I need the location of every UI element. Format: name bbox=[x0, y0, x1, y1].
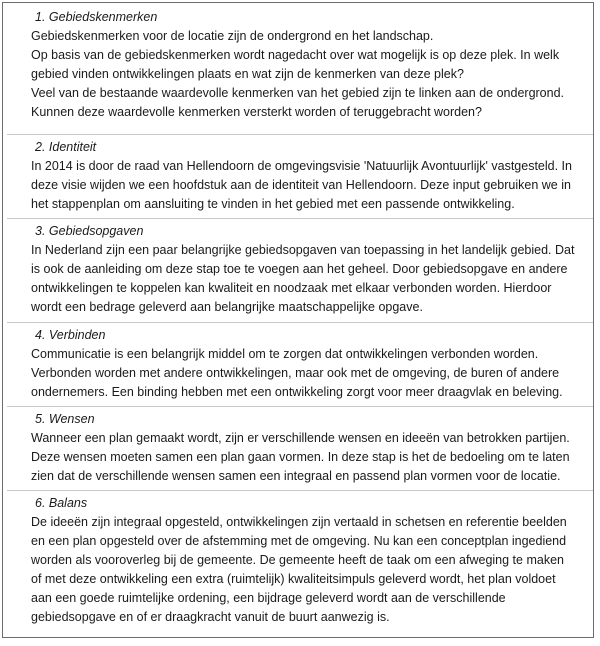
body-line: In Nederland zijn een paar belangrijke gebiedsopgaven van toepassing in het landelijk gebied. Dat bbox=[31, 243, 575, 257]
body-line: Wanneer een plan gemaakt wordt, zijn er verschillende wensen en ideeën van betrokken partijen. bbox=[31, 431, 570, 445]
section-heading: 5. Wensen bbox=[35, 412, 95, 426]
body-line: ondernemers. Een binding hebben met een ontwikkeling zorgt voor meer draagvlak en beleving. bbox=[31, 385, 563, 399]
body-line: Gebiedskenmerken voor de locatie zijn de ondergrond en het landschap. bbox=[31, 29, 434, 43]
body-line: Deze wensen moeten samen een plan gaan vormen. In deze stap is het de bedoeling om te laten bbox=[31, 450, 570, 464]
body-line: Verbonden worden met andere ontwikkelingen, maar ook met de omgeving, de buren of andere bbox=[31, 366, 560, 380]
body-line: zien dat de verschillende wensen samen een integraal en passend plan vormen voor de locatie. bbox=[31, 469, 561, 483]
body-line: of met deze ontwikkeling een extra (ruimtelijk) kwaliteitsimpuls geleverd wordt, het plan voldoet bbox=[31, 572, 556, 586]
body-line: De ideeën zijn integraal opgesteld, ontwikkelingen zijn vertaald in schetsen en referentie beelden bbox=[31, 515, 567, 529]
body-line: gebiedsopgave en of er draagkracht vanuit de buurt aanwezig is. bbox=[31, 610, 390, 624]
section-identiteit bbox=[7, 137, 593, 219]
body-line: Veel van de bestaande waardevolle kenmerken van het gebied zijn te linken aan de ondergrond. bbox=[31, 86, 565, 100]
section-verbinden bbox=[7, 325, 593, 407]
body-line: deze visie wijden we een hoofdstuk aan de identiteit van Hellendoorn. Deze input gebruiken we in bbox=[31, 178, 571, 192]
body-line: en een plan opgesteld over de afstemming met de omgeving. Nu kan een conceptplan ingediend bbox=[31, 534, 567, 548]
body-line: worden als vooroverleg bij de gemeente. De gemeente heeft de taak om een afweging te maken bbox=[31, 553, 564, 567]
body-line: In 2014 is door de raad van Hellendoorn de omgevingsvisie 'Natuurlijk Avontuurlijk' vastgesteld. In bbox=[31, 159, 572, 173]
body-line: wordt een bedrage geleverd aan belangrijke maatschappelijke opgave. bbox=[31, 300, 423, 314]
body-line: is ook de aanleiding om deze stap toe te voegen aan het geheel. Door gebiedsopgave en andere bbox=[31, 262, 568, 276]
section-heading: 6. Balans bbox=[35, 496, 88, 510]
body-line: ontwikkelingen te koppelen kan kwaliteit en noodzaak met elkaar verbonden worden. Hierdoor bbox=[31, 281, 552, 295]
section-heading: 4. Verbinden bbox=[35, 328, 106, 342]
section-gebiedsopgaven bbox=[7, 221, 593, 323]
body-line: het stappenplan om aansluiting te vinden in het gebied met een passende ontwikkeling. bbox=[31, 197, 515, 211]
body-line: aan een goede ruimtelijke ordening, een bijdrage geleverd wordt aan de verschillende bbox=[31, 591, 506, 605]
section-heading: 2. Identiteit bbox=[35, 140, 97, 154]
section-heading: 3. Gebiedsopgaven bbox=[35, 224, 144, 238]
body-line: Communicatie is een belangrijk middel om te zorgen dat ontwikkelingen verbonden worden. bbox=[31, 347, 539, 361]
section-wensen bbox=[7, 409, 593, 491]
body-line: Op basis van de gebiedskenmerken wordt nagedacht over wat mogelijk is op deze plek. In welk bbox=[31, 48, 560, 62]
document-frame bbox=[2, 2, 594, 638]
body-line: Kunnen deze waardevolle kenmerken versterkt worden of teruggebracht worden? bbox=[31, 105, 482, 119]
section-balans bbox=[7, 493, 593, 633]
section-gebiedskenmerken bbox=[7, 7, 593, 135]
section-heading: 1. Gebiedskenmerken bbox=[35, 10, 158, 24]
body-line: gebied vinden ontwikkelingen plaats en wat zijn de kenmerken van deze plek? bbox=[31, 67, 464, 81]
